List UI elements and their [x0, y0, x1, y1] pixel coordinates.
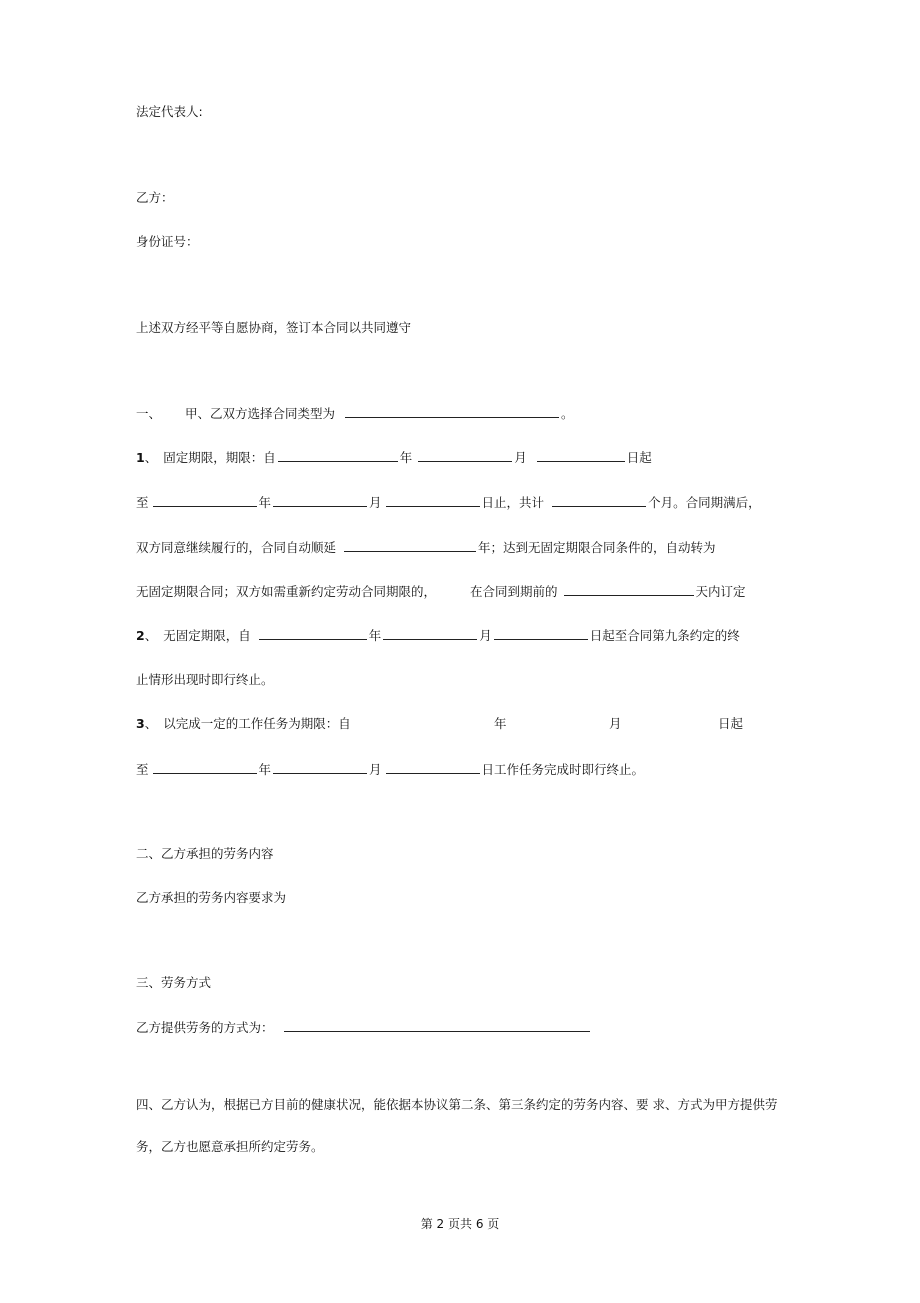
item-3-month-label: 月 — [609, 716, 622, 731]
section-2-title: 二、乙方承担的劳务内容 — [136, 846, 274, 861]
item-2-line-1: 2、 无固定期限，自 年 月 日起至合同第九条约定的终 — [136, 628, 740, 643]
open-term-start-month-blank — [383, 627, 477, 640]
section-4-line-2: 务，乙方也愿意承担所约定劳务。 — [136, 1139, 324, 1154]
task-end-month-blank — [273, 761, 367, 774]
item-1-line-1: 1、 固定期限，期限：自 年 月 日起 — [136, 450, 652, 465]
contract-type-blank — [345, 405, 559, 418]
item-1-line-4: 无固定期限合同；双方如需重新约定劳动合同期限的， 在合同到期前的 天内订定 — [136, 584, 746, 599]
item-2-number: 2 — [136, 628, 145, 643]
item-3-year-label: 年 — [494, 716, 507, 731]
open-term-start-year-blank — [259, 627, 367, 640]
fixed-term-end-month-blank — [273, 494, 367, 507]
task-end-day-blank — [386, 761, 480, 774]
fixed-term-end-day-blank — [386, 494, 480, 507]
section-1-text: 甲、乙双方选择合同类型为 — [185, 406, 336, 421]
renegotiate-days-blank — [564, 583, 694, 596]
item-3-day-label: 日起 — [718, 716, 744, 731]
item-3-number: 3 — [136, 716, 145, 731]
page-footer: 第 2 页共 6 页 — [420, 1217, 500, 1231]
section-3-body: 乙方提供劳务的方式为： — [136, 1019, 592, 1036]
section-4-line-1: 四、乙方认为，根据已方目前的健康状况，能依据本协议第二条、第三条约定的劳务内容、要 求、方式为甲方提供劳 — [136, 1097, 778, 1112]
item-1-line-3: 双方同意继续履行的，合同自动顺延 年；达到无固定期限合同条件的，自动转为 — [136, 540, 716, 555]
fixed-term-start-day-blank — [537, 449, 625, 462]
item-3-line-1: 3、 以完成一定的工作任务为期限：自 — [136, 716, 351, 731]
task-end-year-blank — [153, 761, 257, 774]
fixed-term-start-month-blank — [418, 449, 512, 462]
fixed-term-end-year-blank — [153, 494, 257, 507]
party-b-label: 乙方： — [136, 190, 174, 205]
section-1-line: 一、 甲、乙双方选择合同类型为 。 — [136, 406, 574, 421]
section-3-title: 三、劳务方式 — [136, 975, 212, 990]
item-1-line-2: 至 年 月 日止，共计 个月。合同期满后， — [136, 495, 761, 510]
section-1-number: 一、 — [136, 406, 162, 421]
legal-representative-label: 法定代表人: — [136, 104, 203, 119]
service-method-blank — [284, 1019, 590, 1032]
section-2-body: 乙方承担的劳务内容要求为 — [136, 890, 287, 905]
item-3-line-2: 至 年 月 日工作任务完成时即行终止。 — [136, 762, 645, 777]
open-term-start-day-blank — [494, 627, 588, 640]
item-1-number: 1 — [136, 450, 145, 465]
intro-paragraph: 上述双方经平等自愿协商，签订本合同以共同遵守 — [136, 320, 412, 335]
auto-extend-years-blank — [344, 539, 476, 552]
id-number-label: 身份证号： — [136, 234, 199, 249]
total-months-blank — [552, 494, 646, 507]
item-2-line-2: 止情形出现时即行终止。 — [136, 672, 274, 687]
fixed-term-start-year-blank — [278, 449, 398, 462]
